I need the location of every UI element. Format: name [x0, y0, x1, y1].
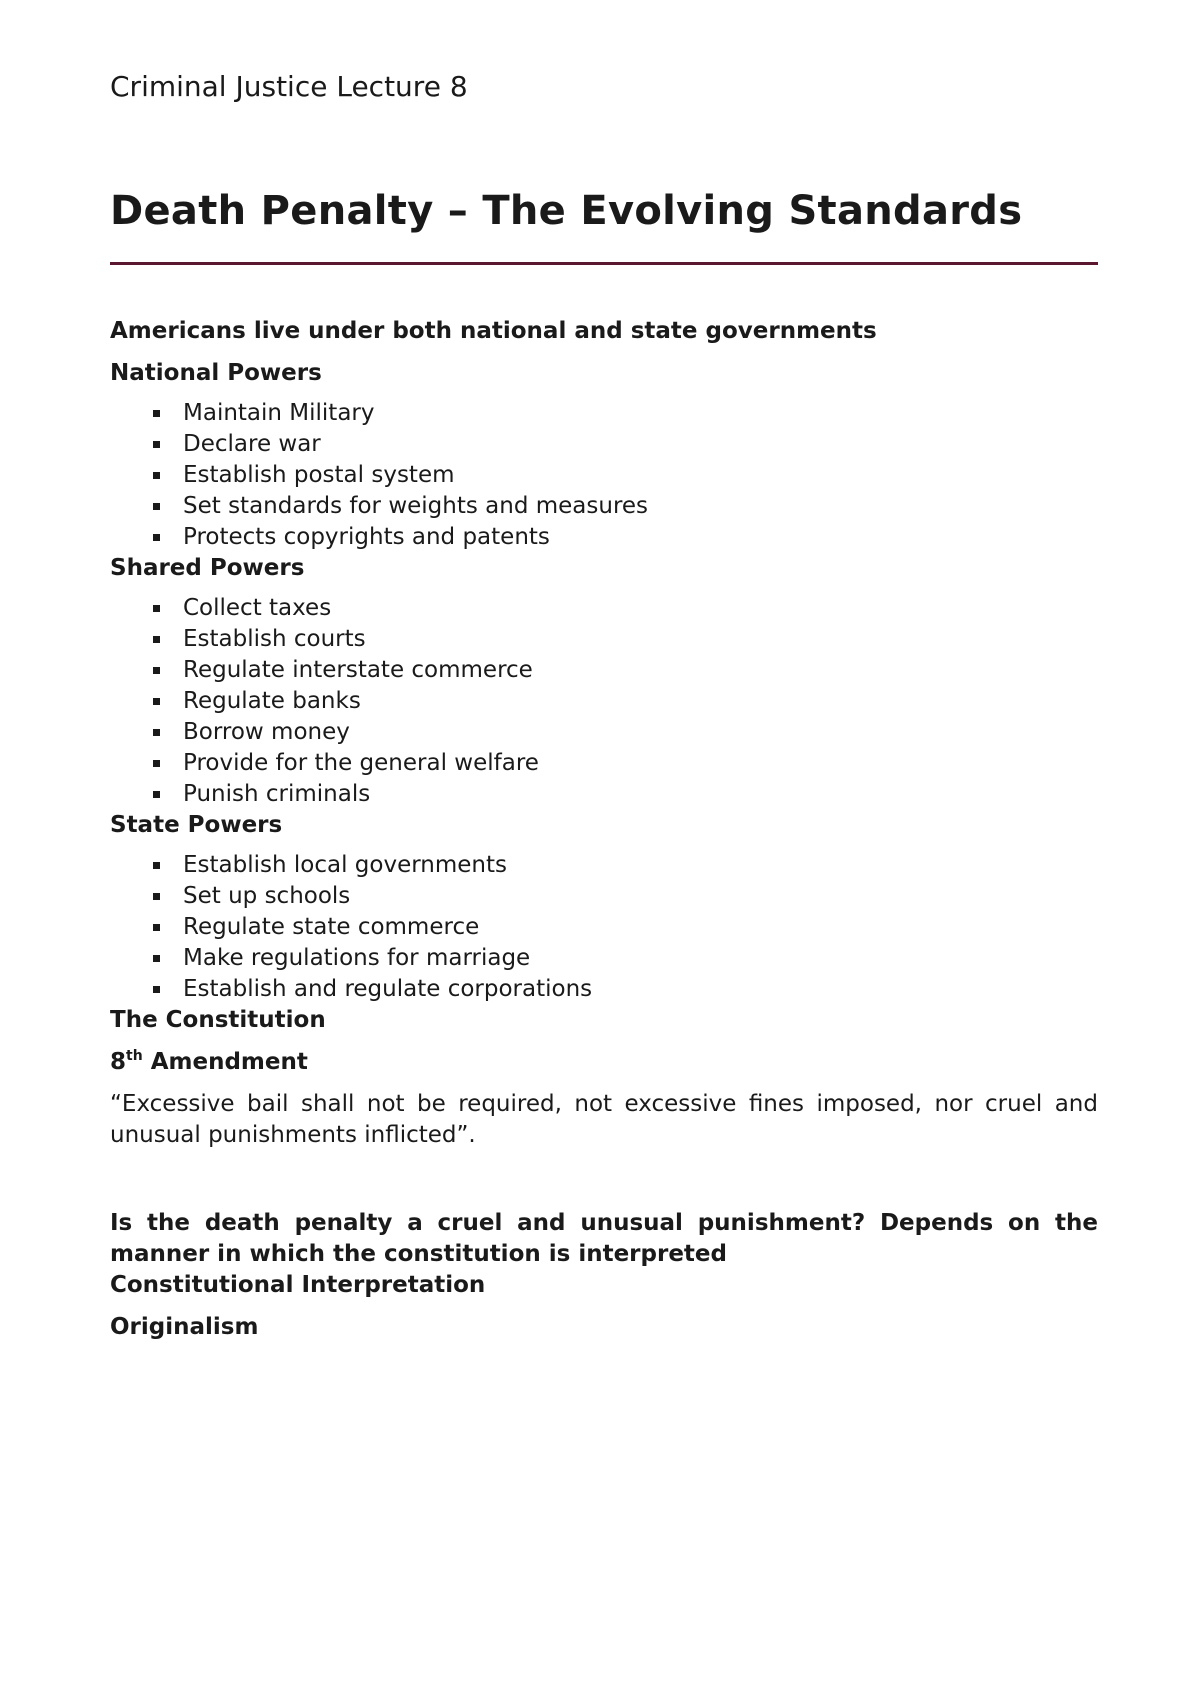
- intro-heading: Americans live under both national and state governments: [110, 318, 877, 344]
- square-bullet-icon: [153, 955, 160, 962]
- shared-powers-list: [110, 593, 1098, 810]
- state-powers-list: [110, 850, 1098, 1005]
- national-powers-list: [110, 398, 1098, 553]
- amendment-quote: “Excessive bail shall not be required, not excessive fines imposed, nor cruel and unusual punishments inflicted”.: [110, 1091, 1098, 1148]
- page-header: Criminal Justice Lecture 8: [110, 70, 468, 103]
- originalism-heading: Originalism: [110, 1314, 259, 1340]
- state-powers-heading: State Powers: [110, 812, 283, 838]
- list-item: Maintain Military: [110, 398, 1098, 429]
- square-bullet-icon: [153, 605, 160, 612]
- square-bullet-icon: [153, 893, 160, 900]
- question-heading: Is the death penalty a cruel and unusual punishment? Depends on the manner in which the constitution is interpreted: [110, 1210, 1098, 1267]
- list-item: Establish and regulate corporations: [110, 974, 1098, 1005]
- list-item: Set up schools: [110, 881, 1098, 912]
- list-item: Establish courts: [110, 624, 1098, 655]
- list-item: Regulate state commerce: [110, 912, 1098, 943]
- list-item: Make regulations for marriage: [110, 943, 1098, 974]
- list-item: Regulate banks: [110, 686, 1098, 717]
- square-bullet-icon: [153, 729, 160, 736]
- square-bullet-icon: [153, 636, 160, 643]
- list-item: Establish postal system: [110, 460, 1098, 491]
- list-item: Punish criminals: [110, 779, 1098, 810]
- list-item: Borrow money: [110, 717, 1098, 748]
- list-item: Collect taxes: [110, 593, 1098, 624]
- list-item: Regulate interstate commerce: [110, 655, 1098, 686]
- square-bullet-icon: [153, 760, 160, 767]
- square-bullet-icon: [153, 441, 160, 448]
- page-title: Death Penalty – The Evolving Standards: [110, 188, 1023, 234]
- constitution-heading: The Constitution: [110, 1007, 326, 1033]
- amendment-heading: 8th Amendment: [110, 1048, 308, 1075]
- square-bullet-icon: [153, 924, 160, 931]
- spacer: [110, 1151, 1098, 1208]
- list-item: Establish local governments: [110, 850, 1098, 881]
- list-item: Declare war: [110, 429, 1098, 460]
- list-item: Set standards for weights and measures: [110, 491, 1098, 522]
- square-bullet-icon: [153, 862, 160, 869]
- square-bullet-icon: [153, 472, 160, 479]
- square-bullet-icon: [153, 698, 160, 705]
- square-bullet-icon: [153, 667, 160, 674]
- square-bullet-icon: [153, 534, 160, 541]
- interpretation-heading: Constitutional Interpretation: [110, 1272, 486, 1298]
- list-item: Protects copyrights and patents: [110, 522, 1098, 553]
- title-divider: [110, 262, 1098, 265]
- square-bullet-icon: [153, 410, 160, 417]
- square-bullet-icon: [153, 503, 160, 510]
- square-bullet-icon: [153, 986, 160, 993]
- shared-powers-heading: Shared Powers: [110, 555, 305, 581]
- square-bullet-icon: [153, 791, 160, 798]
- document-body: [110, 316, 1098, 1343]
- list-item: Provide for the general welfare: [110, 748, 1098, 779]
- national-powers-heading: National Powers: [110, 360, 322, 386]
